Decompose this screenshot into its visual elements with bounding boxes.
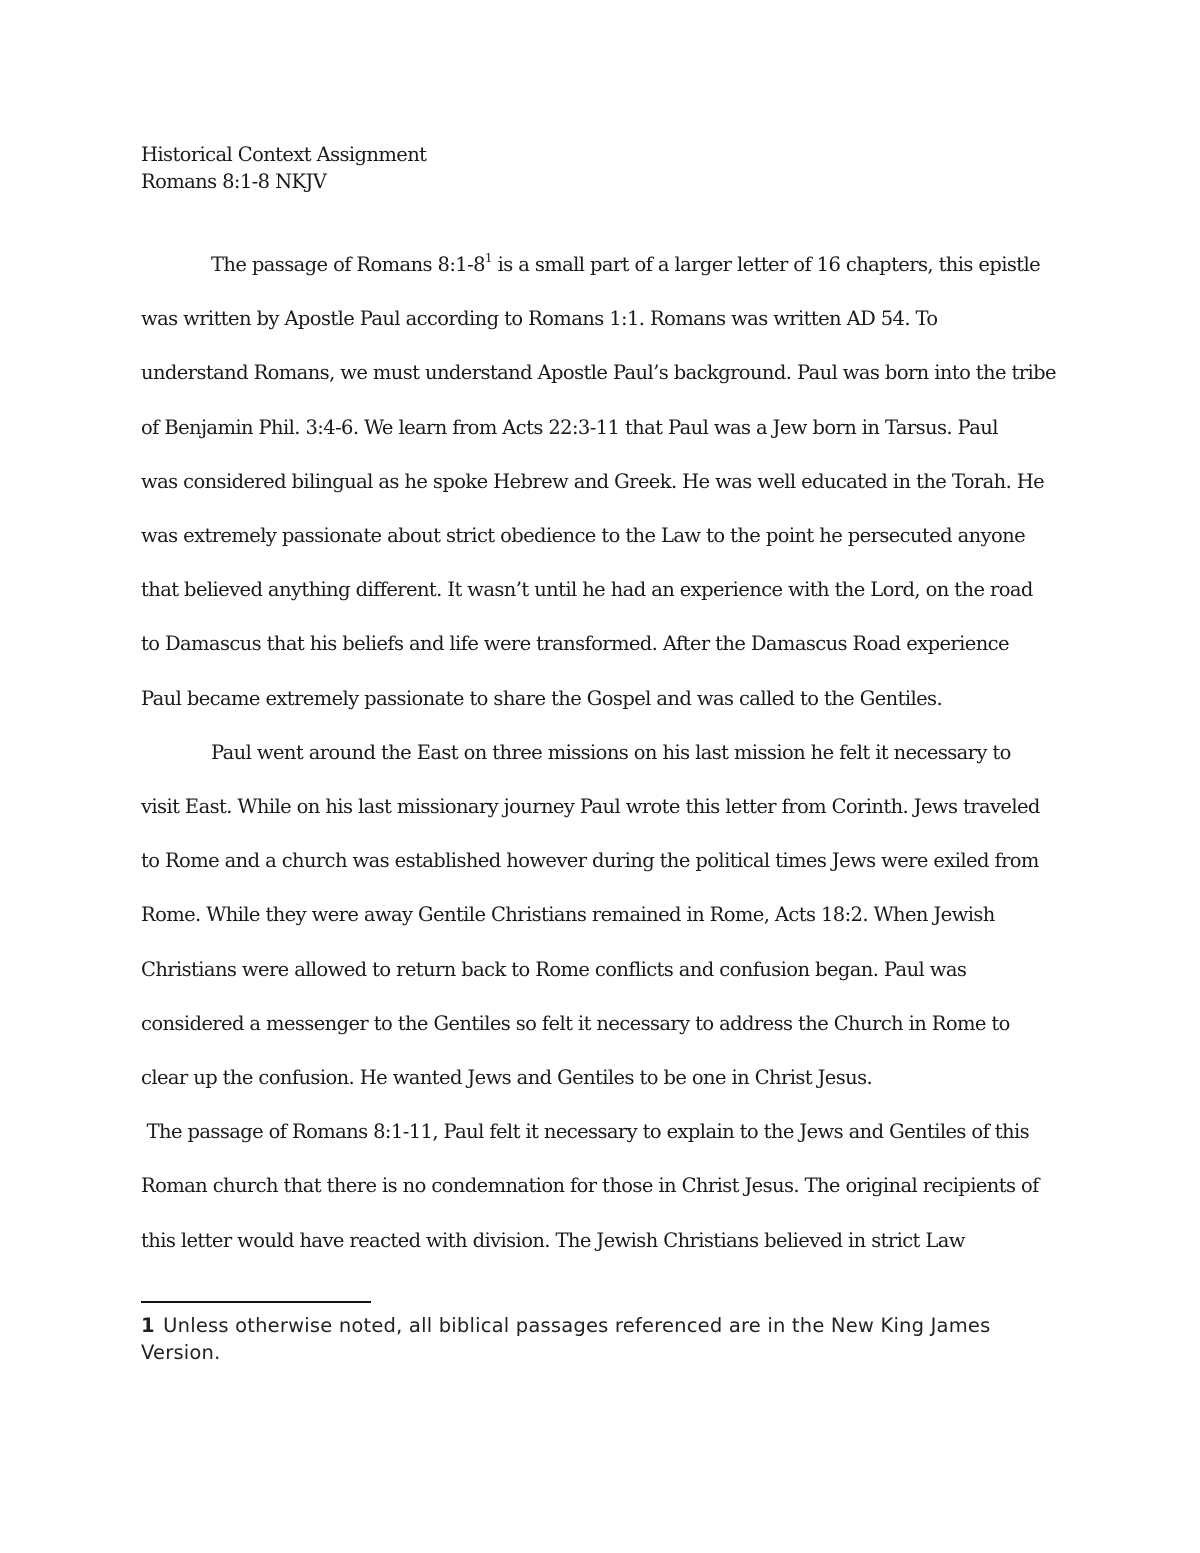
document-header bbox=[141, 141, 1081, 195]
paragraph-3-line-1: The passage of Romans 8:1-11, Paul felt it necessary to explain to the Jews and Gentiles of this bbox=[141, 1120, 1030, 1144]
document-body bbox=[141, 238, 1066, 1268]
assignment-title: Historical Context Assignment bbox=[141, 143, 427, 166]
footnote-text: Unless otherwise noted, all biblical passages referenced are in the New King James Version. bbox=[141, 1314, 991, 1364]
paragraph-1-line-5: was considered bilingual as he spoke Hebrew and Greek. He was well educated in the Torah. He bbox=[141, 469, 1045, 493]
paragraph-1-line-6: was extremely passionate about strict obedience to the Law to the point he persecuted anyone bbox=[141, 524, 1026, 548]
footnote bbox=[141, 1312, 1071, 1366]
paragraph-2-line-6: considered a messenger to the Gentiles so felt it necessary to address the Church in Rome to bbox=[141, 1011, 1010, 1035]
footnote-separator bbox=[141, 1301, 371, 1303]
paragraph-1-line-3: understand Romans, we must understand Apostle Paul’s background. Paul was born into the tribe bbox=[141, 361, 1056, 385]
footnote-number: 1 bbox=[141, 1314, 155, 1337]
text-segment: is a small part of a larger letter of 16 chapters, this epistle bbox=[491, 253, 1041, 276]
paragraph-1-line-7: that believed anything different. It wasn’t until he had an experience with the Lord, on the road bbox=[141, 578, 1033, 602]
text-segment: The passage of Romans 8:1-8 bbox=[211, 253, 485, 276]
paragraph-1-line-8: to Damascus that his beliefs and life were transformed. After the Damascus Road experience bbox=[141, 632, 1009, 656]
paragraph-2-line-4: Rome. While they were away Gentile Christians remained in Rome, Acts 18:2. When Jewish bbox=[141, 903, 995, 927]
paragraph-1-line-9: Paul became extremely passionate to share the Gospel and was called to the Gentiles. bbox=[141, 686, 943, 710]
paragraph-2-line-5: Christians were allowed to return back to Rome conflicts and confusion began. Paul was bbox=[141, 957, 967, 981]
paragraph-3-line-3: this letter would have reacted with division. The Jewish Christians believed in strict Law bbox=[141, 1228, 965, 1252]
footnote-reference[interactable]: 1 bbox=[484, 250, 492, 265]
paragraph-2-line-1: Paul went around the East on three missions on his last mission he felt it necessary to bbox=[211, 740, 1011, 764]
paragraph-1-line-2: was written by Apostle Paul according to Romans 1:1. Romans was written AD 54. To bbox=[141, 307, 938, 331]
passage-reference: Romans 8:1-8 NKJV bbox=[141, 170, 327, 193]
paragraph-2-line-7: clear up the confusion. He wanted Jews and Gentiles to be one in Christ Jesus. bbox=[141, 1066, 873, 1090]
paragraph-1-line-4: of Benjamin Phil. 3:4-6. We learn from Acts 22:3-11 that Paul was a Jew born in Tarsus. Paul bbox=[141, 415, 998, 439]
paragraph-3-line-2: Roman church that there is no condemnation for those in Christ Jesus. The original recipients of bbox=[141, 1174, 1039, 1198]
paragraph-2-line-3: to Rome and a church was established however during the political times Jews were exiled from bbox=[141, 849, 1039, 873]
paragraph-2-line-2: visit East. While on his last missionary journey Paul wrote this letter from Corinth. Jews traveled bbox=[141, 795, 1040, 819]
paragraph-1-line-1 bbox=[141, 238, 1066, 292]
